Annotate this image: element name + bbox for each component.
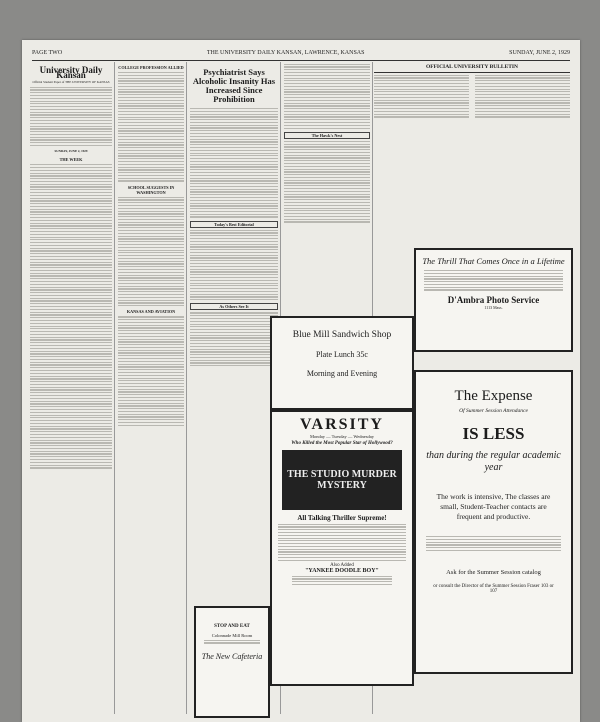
ad-varsity-prices: [272, 576, 412, 586]
newspaper-page: [22, 40, 580, 722]
article-body: [118, 316, 184, 426]
ad-varsity-days: Monday — Tuesday — Wednesday: [309, 434, 375, 439]
column-divider: [186, 62, 187, 714]
article-body: [284, 64, 370, 129]
masthead-date: SUNDAY, JUNE 2, 1929: [54, 149, 88, 154]
ad-cafeteria-top: STOP AND EAT: [214, 624, 250, 629]
university-bulletin: [374, 62, 570, 119]
ad-varsity-title: VARSITY: [300, 416, 384, 433]
column-heading: As Others See It: [190, 303, 278, 310]
ad-cafeteria: [194, 606, 270, 718]
column-2: [118, 62, 184, 714]
ad-blue-mill-hours: Morning and Evening: [306, 369, 378, 378]
header-left: PAGE TWO: [32, 50, 63, 56]
article-body: [118, 72, 184, 182]
column-heading: COLLEGE PROFESSION ALLIED: [118, 65, 184, 70]
ad-cafeteria-name: The New Cafeteria: [201, 651, 263, 661]
masthead-staff: [30, 87, 112, 147]
ad-expense-details: [416, 536, 571, 551]
article-body: [30, 164, 112, 468]
ad-expense-big: IS LESS: [462, 424, 525, 443]
ad-blue-mill-price: Plate Lunch 35c: [316, 350, 368, 359]
ad-expense-title: The Expense: [454, 388, 533, 404]
ad-varsity: [270, 410, 414, 686]
page-header: [32, 50, 570, 61]
bulletin-title: OFFICIAL UNIVERSITY BULLETIN: [374, 62, 570, 73]
column-heading: Today's Best Editorial: [190, 221, 278, 228]
ad-cafeteria-body: [196, 640, 268, 644]
bulletin-body: [374, 73, 570, 119]
masthead-title: University Daily Kansan: [39, 65, 103, 80]
header-center: THE UNIVERSITY DAILY KANSAN, LAWRENCE, KANSAS: [206, 50, 365, 56]
ad-varsity-movie-art: THE STUDIO MURDER MYSTERY: [282, 450, 402, 510]
article-body: [284, 141, 370, 223]
article-body: [190, 108, 278, 218]
ad-thrill: [414, 248, 573, 352]
ad-cafeteria-mid: Colonnade Mill Room: [211, 633, 253, 638]
column-heading: SCHOOL SUGGESTS IN WASHINGTON: [127, 184, 175, 195]
ad-varsity-yankee: "YANKEE DOODLE BOY": [305, 567, 379, 574]
article-body: [190, 230, 278, 301]
ad-blue-mill: [270, 316, 414, 410]
ad-dambra-title: D'Ambra Photo Service: [447, 294, 540, 305]
ad-thrill-title: The Thrill That Comes Once in a Lifetime: [422, 256, 565, 266]
column-heading: The Hawk's Nest: [284, 132, 370, 139]
ad-dambra-address: 1113 Mass.: [484, 304, 503, 310]
ad-expense-foot: or consult the Director of the Summer Session Fraser 103 or 107: [433, 584, 554, 595]
column-heading: KANSAS AND AVIATION: [126, 309, 176, 315]
header-right: SUNDAY, JUNE 2, 1929: [509, 50, 570, 56]
column-heading: THE WEEK: [59, 157, 83, 163]
column-4: [284, 62, 370, 332]
article-body: [190, 312, 278, 366]
ad-varsity-talking: All Talking Thriller Supreme!: [297, 514, 387, 522]
ad-expense-subtitle: Of Summer Session Attendance: [459, 408, 528, 414]
ad-summer-expense: [414, 370, 573, 674]
ad-varsity-also: Also Added: [330, 562, 354, 568]
column-divider: [114, 62, 115, 714]
ad-expense-body: The work is intensive, The classes are small, Student-Teacher contacts are frequent and productive.: [436, 492, 551, 521]
ad-expense-tail: than during the regular academic year: [426, 450, 561, 473]
masthead-subtitle: Official Student Paper of THE UNIVERSITY OF KANSAS: [32, 80, 110, 84]
ad-blue-mill-title: Blue Mill Sandwich Shop: [292, 330, 392, 340]
article-body: [118, 197, 184, 307]
ad-expense-ask: Ask for the Summer Session catalog: [446, 569, 541, 577]
ad-varsity-body: [272, 524, 412, 561]
main-headline: Psychiatrist Says Alcoholic Insanity Has Increased Since Prohibition: [192, 67, 276, 104]
ad-varsity-tagline: Who Killed the Most Popular Star of Hollywood?: [291, 441, 393, 446]
ad-thrill-body: [416, 270, 571, 291]
column-1: [30, 62, 112, 714]
